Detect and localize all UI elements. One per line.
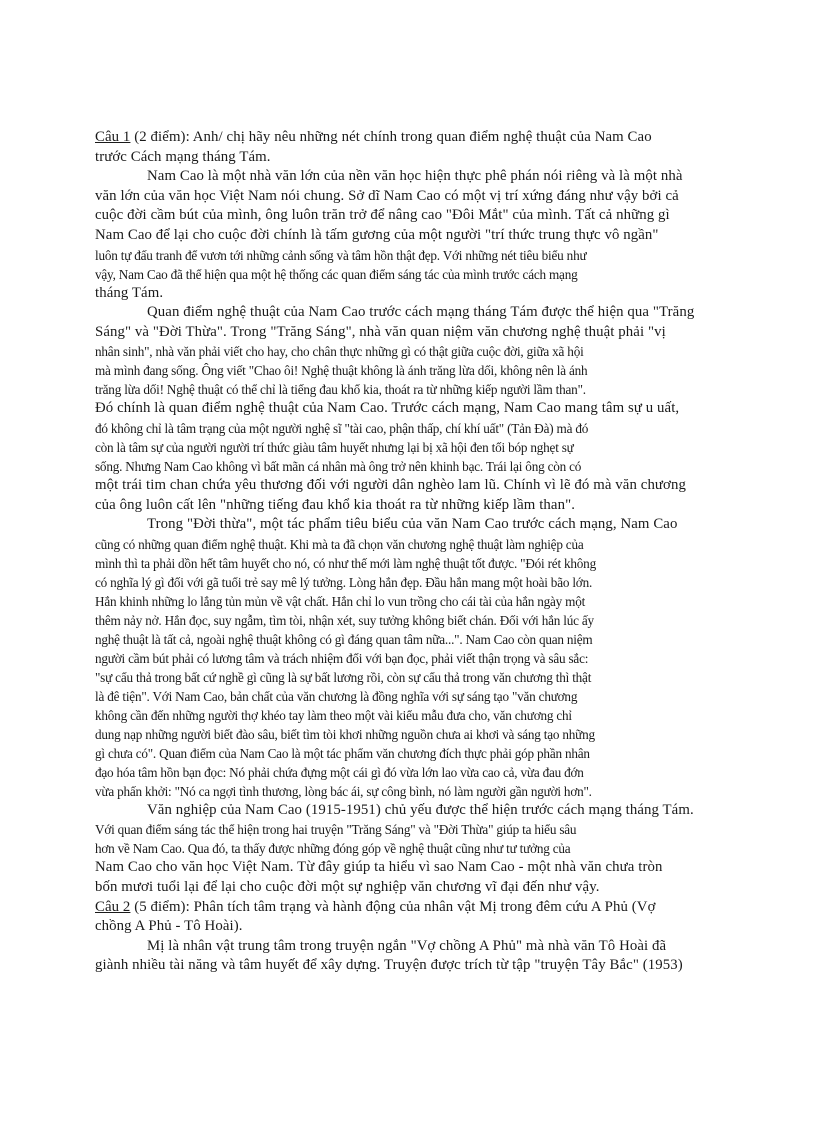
paragraph-line: cuộc đời cầm bút của mình, ông luôn trăn trở để nâng cao "Đôi Mắt" của mình. Tất cả những gì: [95, 207, 670, 224]
paragraph-line: nhân sinh", nhà văn phải viết cho hay, cho chân thực những gì có thật giữa cuộc đời, giữa xã hội: [95, 344, 584, 360]
paragraph-line: luôn tự đấu tranh để vươn tới những cảnh sống và tâm hồn thật đẹp. Với những nét tiêu biểu như: [95, 247, 587, 263]
paragraph-line: có nghĩa lý gì đối với gã tuổi trẻ say mê lý tưởng. Lòng hắn đẹp. Đầu hắn mang một hoài bão lớn.: [95, 574, 593, 590]
paragraph-line: của ông luôn cất lên "những tiếng đau khổ kia thoát ra từ những kiếp lầm than".: [95, 496, 576, 513]
paragraph-line: "sự cẩu thả trong bất cứ nghề gì cũng là sự bất lương rồi, còn sự cẩu thả trong văn chương thì thật: [95, 669, 592, 685]
question-1-heading-cont: trước Cách mạng tháng Tám.: [95, 148, 271, 165]
paragraph-line: dung nạp những người biết đào sâu, biết tìm tòi khơi những nguồn chưa ai khơi và sáng tạo những: [95, 726, 595, 742]
paragraph-line: thêm nảy nở. Hắn đọc, suy ngẫm, tìm tòi, nhận xét, suy tưởng không biết chán. Đối với hắn lúc ấy: [95, 612, 594, 628]
paragraph-line: một trái tim chan chứa yêu thương đối với người dân nghèo lam lũ. Chính vì lẽ đó mà văn chương: [95, 476, 686, 493]
paragraph-line: Quan điểm nghệ thuật của Nam Cao trước cách mạng tháng Tám được thể hiện qua "Trăng: [147, 304, 695, 321]
paragraph-line: Mị là nhân vật trung tâm trong truyện ngắn "Vợ chồng A Phủ" mà nhà văn Tô Hoài đã: [147, 937, 667, 954]
paragraph-line: tháng Tám.: [95, 284, 164, 301]
paragraph-line: còn là tâm sự của người người trí thức giàu tâm huyết nhưng lại bị xã hội đen tối bóp nghẹt sự: [95, 439, 574, 455]
paragraph-line: Hắn khinh những lo lắng tủn mủn về vật chất. Hắn chỉ lo vun trồng cho cái tài của hắn ngày một: [95, 593, 586, 609]
question-1-heading: [95, 128, 755, 148]
paragraph-line: giành nhiều tài năng và tâm huyết để xây dựng. Truyện được trích từ tập "truyện Tây Bắc" (1953): [95, 957, 683, 974]
paragraph-line: không cần đến những người thợ khéo tay làm theo một vài kiểu mẫu đưa cho, văn chương chỉ: [95, 707, 572, 723]
paragraph-line: vừa phấn khởi: "Nó ca ngợi tình thương, lòng bác ái, sự công bình, nó làm người gần người hơn".: [95, 783, 592, 799]
paragraph-line: Văn nghiệp của Nam Cao (1915-1951) chủ yếu được thể hiện trước cách mạng tháng Tám.: [147, 801, 694, 818]
paragraph-line: nghệ thuật là tất cả, ngoài nghệ thuật không có gì đáng quan tâm nữa...". Nam Cao còn quan niệm: [95, 631, 593, 647]
paragraph-line: hơn về Nam Cao. Qua đó, ta thấy được những đóng góp về nghệ thuật cũng như tư tưởng của: [95, 841, 571, 857]
paragraph-line: sống. Nhưng Nam Cao không vì bất mãn cá nhân mà ông trở nên khinh bạc. Trái lại ông còn có: [95, 458, 582, 474]
paragraph-line: bốn mươi tuổi lại để lại cho cuộc đời một sự nghiệp văn chương vĩ đại đến như vậy.: [95, 878, 600, 895]
paragraph-line: cũng có những quan điểm nghệ thuật. Khi mà ta đã chọn văn chương nghệ thuật làm nghiệp của: [95, 536, 584, 552]
paragraph-line: mà mình đang sống. Ông viết "Chao ôi! Nghệ thuật không là ánh trăng lừa dối, không nên là ánh: [95, 363, 588, 379]
paragraph-line: Nam Cao để lại cho cuộc đời chính là tấm gương của một người "trí thức trung thực vô ngần": [95, 226, 659, 243]
paragraph-line: Với quan điểm sáng tác thể hiện trong hai truyện "Trăng Sáng" và "Đời Thừa" giúp ta hiểu sâu: [95, 822, 577, 838]
question-2-heading: [95, 898, 755, 918]
paragraph-line: đạo hóa tâm hồn bạn đọc: Nó phải chứa đựng một cái gì đó vừa lớn lao vừa cao cả, vừa đau đớn: [95, 764, 584, 780]
paragraph-line: Nam Cao là một nhà văn lớn của nền văn học hiện thực phê phán nói riêng và là một nhà: [147, 168, 683, 185]
question-1-prompt: (2 điểm): Anh/ chị hãy nêu những nét chính trong quan điểm nghệ thuật của Nam Cao: [130, 129, 652, 145]
question-2-prompt: (5 điểm): Phân tích tâm trạng và hành động của nhân vật Mị trong đêm cứu A Phủ (Vợ: [130, 898, 656, 915]
paragraph-line: là đê tiện". Với Nam Cao, bản chất của văn chương là đồng nghĩa với sự sáng tạo "văn chương: [95, 688, 578, 704]
paragraph-line: Đó chính là quan điểm nghệ thuật của Nam Cao. Trước cách mạng, Nam Cao mang tâm sự u uất,: [95, 400, 680, 417]
paragraph-line: người cầm bút phải có lương tâm và trách nhiệm đối với bạn đọc, phải viết thận trọng và sâu sắc:: [95, 650, 589, 666]
question-1-label: Câu 1: [95, 129, 131, 145]
paragraph-line: Nam Cao cho văn học Việt Nam. Từ đây giúp ta hiểu vì sao Nam Cao - một nhà văn chưa tròn: [95, 859, 663, 876]
paragraph-line: Trong "Đời thừa", một tác phẩm tiêu biểu của văn Nam Cao trước cách mạng, Nam Cao: [147, 516, 678, 533]
paragraph-line: Sáng" và "Đời Thừa". Trong "Trăng Sáng", nhà văn quan niệm văn chương nghệ thuật phải "vị: [95, 323, 666, 340]
paragraph-line: gì chưa có". Quan điểm của Nam Cao là một tác phẩm văn chương đích thực phải góp phần nhân: [95, 745, 590, 761]
paragraph-line: đó không chỉ là tâm trạng của một người nghệ sĩ "tài cao, phận thấp, chí khí uất" (Tản Đà) mà đó: [95, 420, 589, 436]
document-page: [95, 128, 755, 976]
paragraph-line: vậy, Nam Cao đã thể hiện qua một hệ thống các quan điểm sáng tác của mình trước cách mạng: [95, 266, 578, 282]
paragraph-line: văn lớn của văn học Việt Nam nói chung. Sở dĩ Nam Cao có một vị trí xứng đáng như vậy bởi cả: [95, 187, 679, 204]
paragraph-line: trăng lừa dối! Nghệ thuật có thể chỉ là tiếng đau khổ kia, thoát ra từ những kiếp người lầm than".: [95, 382, 586, 398]
paragraph-line: mình thì ta phải dồn hết tâm huyết cho nó, có như thế mới làm nghệ thuật tốt được. "Đói rét không: [95, 555, 596, 571]
question-2-heading-cont: chồng A Phủ - Tô Hoài).: [95, 918, 243, 935]
question-2-label: Câu 2: [95, 898, 131, 915]
